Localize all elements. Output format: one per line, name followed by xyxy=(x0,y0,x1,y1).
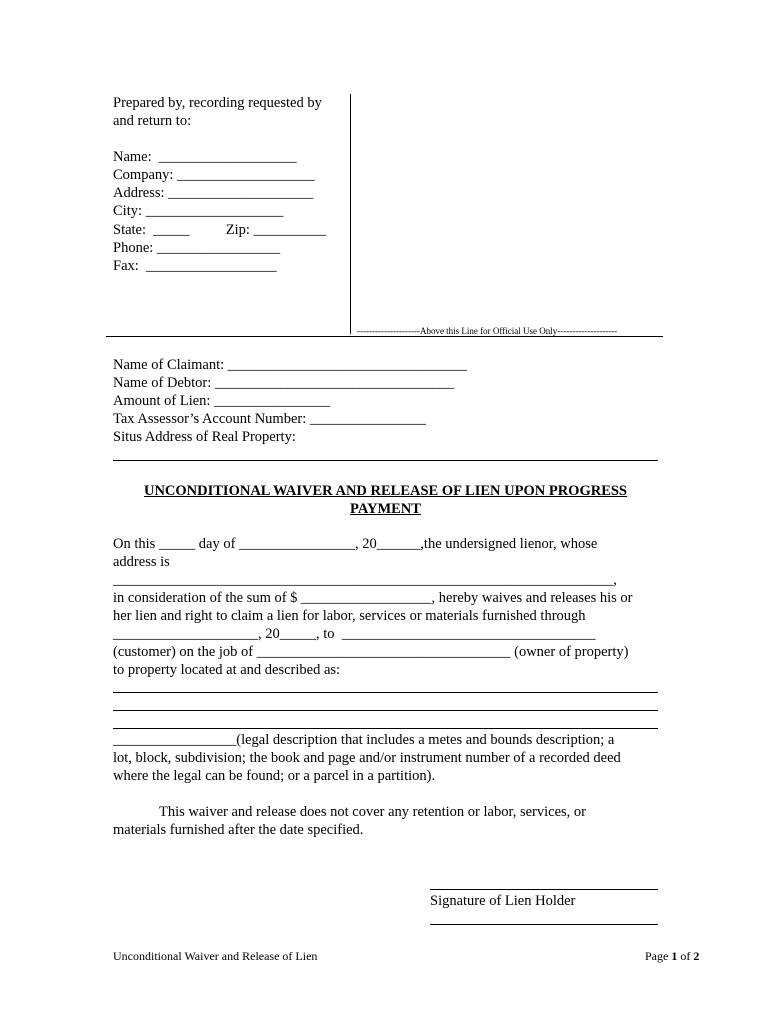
claimant-field: Name of Claimant: _________________________________ xyxy=(113,357,468,373)
city-field: City: ___________________ xyxy=(113,203,284,219)
property-line-3 xyxy=(113,728,658,729)
prepared-by-line2: and return to: xyxy=(113,113,192,129)
p1-line5: her lien and right to claim a lien for labor, services or materials furnished through xyxy=(113,608,586,624)
legal-line1: _________________(legal description that includes a metes and bounds description; a xyxy=(113,732,615,748)
legal-line3: where the legal can be found; or a parcel in a partition). xyxy=(113,768,436,784)
footer-title: Unconditional Waiver and Release of Lien xyxy=(113,949,318,963)
header-vertical-divider xyxy=(350,94,351,334)
p2-line2: materials furnished after the date specified. xyxy=(113,822,364,838)
page-indicator xyxy=(645,949,699,963)
p1-line2: address is xyxy=(113,554,170,570)
company-field: Company: ___________________ xyxy=(113,167,315,183)
p1-line6: ____________________, 20_____, to ___________________________________ xyxy=(113,626,596,642)
property-line-1 xyxy=(113,692,658,693)
page-prefix: Page xyxy=(645,949,672,963)
situs-address-line xyxy=(113,460,658,461)
debtor-field: Name of Debtor: _________________________________ xyxy=(113,375,455,391)
p1-line7: (customer) on the job of ___________________________________ (owner of property) xyxy=(113,644,629,660)
fax-field: Fax: __________________ xyxy=(113,258,277,274)
phone-field: Phone: _________________ xyxy=(113,240,281,256)
signature-date-line xyxy=(430,924,658,925)
prepared-by-line1: Prepared by, recording requested by xyxy=(113,95,322,111)
legal-line2: lot, block, subdivision; the book and page and/or instrument number of a recorded deed xyxy=(113,750,621,766)
address-field: Address: ____________________ xyxy=(113,185,314,201)
tax-account-field: Tax Assessor’s Account Number: ________________ xyxy=(113,411,426,427)
state-zip-field: State: _____ Zip: __________ xyxy=(113,222,327,238)
p1-line8: to property located at and described as: xyxy=(113,662,341,678)
header-bottom-rule xyxy=(106,336,663,337)
signature-label: Signature of Lien Holder xyxy=(430,893,576,909)
page-total: 2 xyxy=(693,949,700,963)
official-use-line: ---------------------Above this Line for Official Use Only-------------------- xyxy=(357,326,618,336)
signature-line xyxy=(430,889,658,890)
situs-address-label: Situs Address of Real Property: xyxy=(113,429,296,445)
page-of: of xyxy=(677,949,694,963)
document-title: UNCONDITIONAL WAIVER AND RELEASE OF LIEN UPON PROGRESS PAYMENT xyxy=(143,483,628,517)
name-field: Name: ___________________ xyxy=(113,149,297,165)
p1-line4: in consideration of the sum of $ __________________, hereby waives and releases his or xyxy=(113,590,633,606)
p1-line3: _____________________________________________________________________, xyxy=(113,572,617,588)
p1-line1: On this _____ day of ________________, 20______,the undersigned lienor, whose xyxy=(113,536,598,552)
amount-field: Amount of Lien: ________________ xyxy=(113,393,331,409)
p2-line1: This waiver and release does not cover any retention or labor, services, or xyxy=(159,804,587,820)
page-current: 1 xyxy=(671,949,678,963)
property-line-2 xyxy=(113,710,658,711)
